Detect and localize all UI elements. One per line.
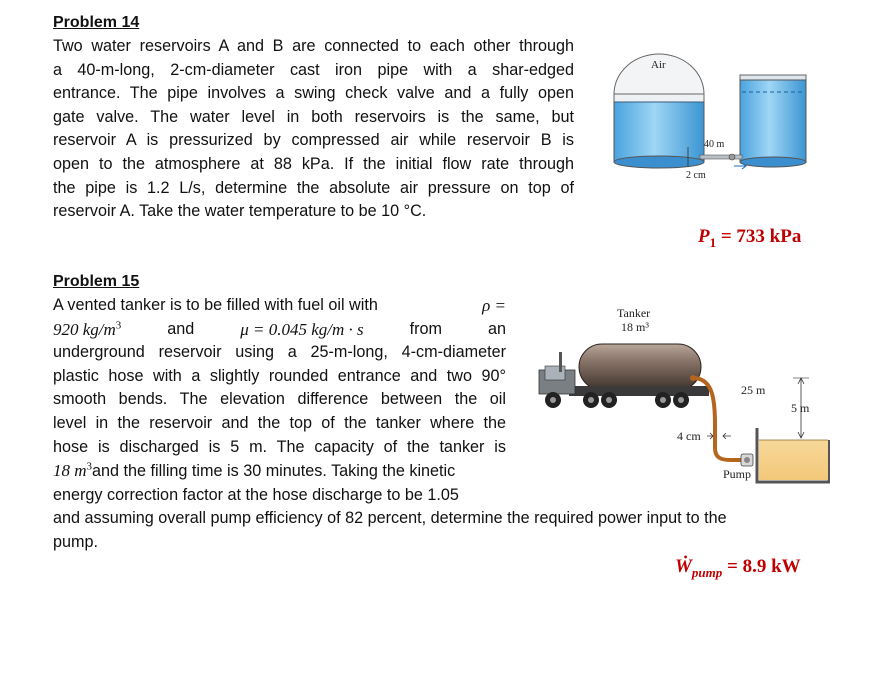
tanker-volume-label: 18 m³ <box>621 320 649 334</box>
p15-line: smooth bends. The elevation difference between the oil <box>53 390 506 409</box>
problem-15-text <box>53 294 506 507</box>
p14-line: reservoir A. Take the water temperature to be 10 °C. <box>53 202 427 221</box>
reservoirs-figure <box>600 50 810 190</box>
problem-15-text-wide <box>53 507 843 554</box>
pump-label: Pump <box>723 467 752 481</box>
p15-line-capacity: 18 $m^3and$ the filling time is 30 minutes. Taking the kinetic <box>53 460 456 481</box>
p14-line: the pipe is 1.2 L/s, determine the absolute air pressure on top of <box>53 178 574 197</box>
p14-line: open to the atmosphere at 88 kPa. If the initial flow rate through <box>53 154 574 173</box>
p15-line: plastic hose with a slightly rounded entrance and two 90° <box>53 366 506 385</box>
reservoir-a <box>614 54 704 168</box>
tanker-truck-icon <box>539 344 709 408</box>
p15-line: level in the reservoir and the top of the tanker where the <box>53 413 506 432</box>
hose-length-label: 25 m <box>741 383 766 397</box>
problem-14-text <box>53 35 574 224</box>
p14-line: entrance. The pipe involves a swing check valve and a fully open <box>53 84 574 103</box>
tanker-figure <box>535 300 830 490</box>
problem-15-answer: Ẇ$_{pump}$ = 8.9 kW <box>675 556 801 580</box>
reservoir-b <box>740 75 806 167</box>
p15-line-2: 920 $kg/m^3$ and μ = 0.045 kg/m · s from an <box>53 318 506 339</box>
tanker-label: Tanker <box>617 306 651 320</box>
connecting-pipe <box>700 155 742 159</box>
p14-line: gate valve. The water level in both reservoirs is the same, but <box>53 107 574 126</box>
p14-line: a 40-m-long, 2-cm-diameter cast iron pipe with a shar-edged <box>53 60 574 79</box>
p15-line: energy correction factor at the hose discharge to be 1.05 <box>53 485 459 504</box>
p15-line: underground reservoir using a 25-m-long, 4-cm-diameter <box>53 343 506 362</box>
p15-line: and assuming overall pump efficiency of 82 percent, determine the required power input to the <box>53 509 727 527</box>
p14-line: Two water reservoirs A and B are connected to each other through <box>53 37 574 55</box>
p15-line: pump. <box>53 532 98 551</box>
diameter-arrow-icon <box>707 433 731 439</box>
p15-line: hose is discharged is 5 m. The capacity of the tanker is <box>53 437 506 456</box>
valve-icon <box>729 154 735 160</box>
problem-15-title: Problem 15 <box>53 273 140 290</box>
p14-line: reservoir A is pressurized by compressed air while reservoir B is <box>53 131 574 150</box>
underground-reservoir <box>757 428 829 482</box>
pump-icon <box>741 454 753 466</box>
problem-14-answer: $P_1 = 733$ kPa <box>698 226 802 250</box>
pipe-diameter-label: 2 cm <box>686 170 706 181</box>
hose-diameter-label: 4 cm <box>677 429 701 443</box>
air-label: Air <box>651 59 666 71</box>
height-label: 5 m <box>791 401 810 415</box>
p15-line-1: A vented tanker is to be filled with fuel oil with ρ = <box>53 296 506 315</box>
problem-14-title: Problem 14 <box>53 14 140 31</box>
pipe-length-label: 40 m <box>704 139 725 150</box>
